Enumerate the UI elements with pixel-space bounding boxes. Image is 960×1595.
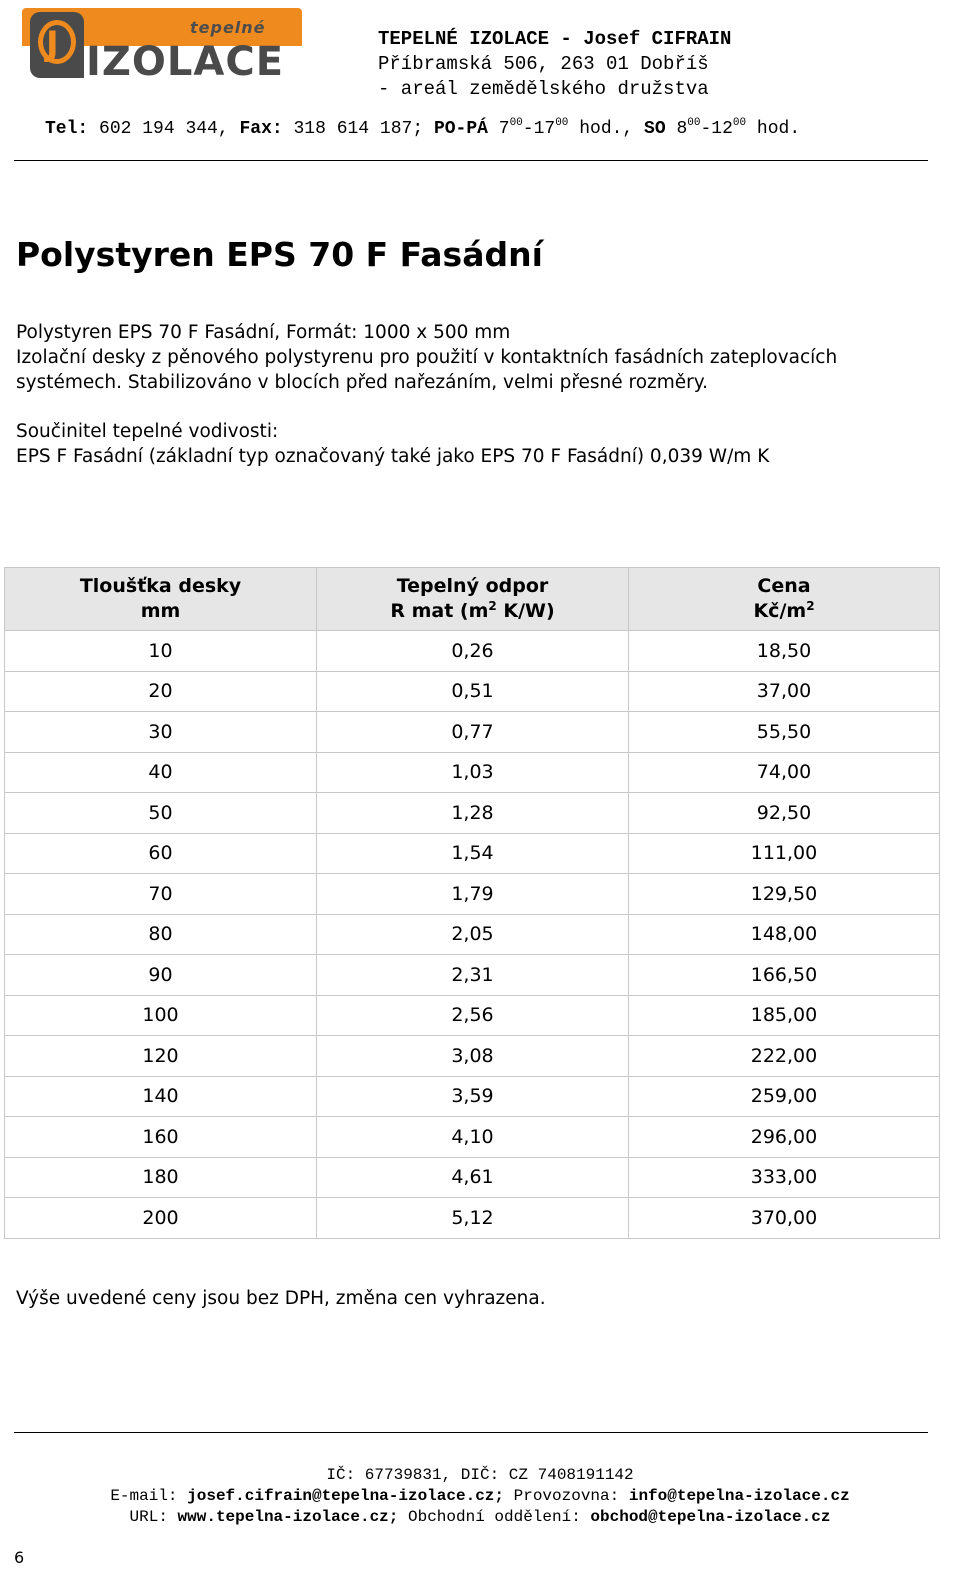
cell-price: 18,50 — [629, 631, 940, 672]
popa-from-minute: 00 — [509, 117, 523, 129]
table-row — [5, 955, 940, 996]
footer-obchod-link[interactable]: obchod@tepelna-izolace.cz — [590, 1508, 831, 1526]
hod-label-2: hod. — [756, 119, 801, 139]
cell-thickness: 30 — [5, 712, 317, 753]
table-row — [5, 712, 940, 753]
table-body — [5, 631, 940, 1239]
footer-email-label: E-mail: — [110, 1487, 178, 1505]
cell-resistance: 0,26 — [317, 631, 629, 672]
cell-resistance: 0,51 — [317, 671, 629, 712]
cell-resistance: 2,56 — [317, 995, 629, 1036]
page-title: Polystyren EPS 70 F Fasádní — [16, 235, 543, 274]
footer-url-label: URL: — [129, 1508, 168, 1526]
conductivity-value: EPS F Fasádní (základní typ označovaný také jako EPS 70 F Fasádní) 0,039 W/m K — [16, 446, 770, 467]
header-address: Příbramská 506, 263 01 Dobříš — [378, 53, 709, 75]
footer-divider — [14, 1432, 928, 1433]
logo-big-text: IZOLACE — [86, 39, 285, 85]
cell-price: 55,50 — [629, 712, 940, 753]
so-dash: - — [700, 119, 712, 139]
cell-price: 166,50 — [629, 955, 940, 996]
cell-thickness: 80 — [5, 914, 317, 955]
cell-price: 37,00 — [629, 671, 940, 712]
popa-dash: - — [522, 119, 534, 139]
cell-price: 296,00 — [629, 1117, 940, 1158]
price-note: Výše uvedené ceny jsou bez DPH, změna cen vyhrazena. — [16, 1288, 546, 1309]
table-row — [5, 1076, 940, 1117]
description-line-1: Polystyren EPS 70 F Fasádní, Formát: 1000 x 500 mm — [16, 322, 511, 343]
cell-resistance: 2,31 — [317, 955, 629, 996]
table-row — [5, 1157, 940, 1198]
header-price-label: Cena — [757, 575, 811, 597]
table-row — [5, 671, 940, 712]
header-resistance-unit-post: K/W) — [496, 600, 555, 622]
header-divider — [14, 160, 928, 161]
description-line-3: systémech. Stabilizováno v blocích před nařezáním, velmi přesné rozměry. — [16, 372, 708, 393]
cell-resistance: 3,59 — [317, 1076, 629, 1117]
header-price-unit-sup: 2 — [806, 599, 815, 613]
table-row — [5, 914, 940, 955]
so-label: SO — [644, 119, 666, 139]
so-from-minute: 00 — [687, 117, 701, 129]
so-from-hour: 8 — [676, 119, 688, 139]
popa-label: PO-PÁ — [433, 119, 488, 139]
header-thickness-unit: mm — [140, 600, 181, 622]
footer-url-line — [0, 1507, 960, 1528]
cell-thickness: 200 — [5, 1198, 317, 1239]
footer-ids: IČ: 67739831, DIČ: CZ 7408191142 — [326, 1466, 634, 1484]
cell-price: 259,00 — [629, 1076, 940, 1117]
cell-thickness: 90 — [5, 955, 317, 996]
company-logo — [22, 8, 302, 85]
cell-price: 148,00 — [629, 914, 940, 955]
cell-resistance: 1,28 — [317, 793, 629, 834]
cell-thickness: 180 — [5, 1157, 317, 1198]
table-row — [5, 793, 940, 834]
header-resistance — [317, 568, 629, 631]
logo-small-text: tepelné — [190, 18, 266, 37]
cell-thickness: 10 — [5, 631, 317, 672]
table-row — [5, 833, 940, 874]
cell-resistance: 2,05 — [317, 914, 629, 955]
popa-to-hour: 17 — [533, 119, 556, 139]
table-row — [5, 995, 940, 1036]
footer-email-line — [0, 1486, 960, 1507]
cell-resistance: 4,10 — [317, 1117, 629, 1158]
cell-resistance: 1,03 — [317, 752, 629, 793]
so-to-hour: 12 — [711, 119, 733, 139]
cell-thickness: 160 — [5, 1117, 317, 1158]
popa-from-hour: 7 — [498, 119, 510, 139]
cell-thickness: 70 — [5, 874, 317, 915]
hod-label-1: hod., — [579, 119, 634, 139]
cell-resistance: 4,61 — [317, 1157, 629, 1198]
table-row — [5, 1117, 940, 1158]
cell-price: 370,00 — [629, 1198, 940, 1239]
cell-resistance: 3,08 — [317, 1036, 629, 1077]
cell-price: 333,00 — [629, 1157, 940, 1198]
description-line-2: Izolační desky z pěnového polystyrenu pro použití v kontaktních fasádních zateplovacích — [16, 347, 838, 368]
header-resistance-label: Tepelný odpor — [396, 575, 549, 597]
cell-resistance: 5,12 — [317, 1198, 629, 1239]
price-table — [4, 567, 940, 1239]
table-row — [5, 631, 940, 672]
table-header-row — [5, 568, 940, 631]
header-resistance-unit — [390, 600, 554, 622]
tel-number: 602 194 344, — [99, 119, 229, 139]
so-hours — [676, 119, 746, 139]
cell-thickness: 40 — [5, 752, 317, 793]
header-resistance-unit-pre: R mat (m — [390, 600, 489, 622]
cell-thickness: 120 — [5, 1036, 317, 1077]
tel-label: Tel: — [45, 119, 89, 139]
header-thickness-label: Tloušťka desky — [79, 575, 242, 597]
cell-price: 111,00 — [629, 833, 940, 874]
cell-price: 92,50 — [629, 793, 940, 834]
footer-obchod-label: Obchodní oddělení: — [407, 1508, 581, 1526]
cell-thickness: 100 — [5, 995, 317, 1036]
cell-thickness: 20 — [5, 671, 317, 712]
header-price-unit — [753, 600, 814, 622]
cell-resistance: 1,54 — [317, 833, 629, 874]
table-row — [5, 1036, 940, 1077]
cell-thickness: 50 — [5, 793, 317, 834]
cell-price: 222,00 — [629, 1036, 940, 1077]
cell-resistance: 1,79 — [317, 874, 629, 915]
fax-label: Fax: — [239, 119, 283, 139]
footer-provoz-label: Provozovna: — [513, 1487, 620, 1505]
header-price-unit-pre: Kč/m — [753, 600, 807, 622]
cell-price: 129,50 — [629, 874, 940, 915]
footer-email-link[interactable]: josef.cifrain@tepelna-izolace.cz; — [187, 1487, 504, 1505]
table-row — [5, 752, 940, 793]
conductivity-label: Součinitel tepelné vodivosti: — [16, 421, 279, 442]
logo-letter: J — [46, 24, 59, 64]
contact-line — [45, 117, 800, 141]
header-company-name: TEPELNÉ IZOLACE - Josef CIFRAIN — [378, 28, 732, 50]
popa-to-minute: 00 — [555, 117, 569, 129]
page-number: 6 — [14, 1548, 25, 1567]
logo-badge-icon — [30, 12, 84, 78]
popa-hours — [499, 119, 569, 139]
cell-thickness: 60 — [5, 833, 317, 874]
table-row — [5, 874, 940, 915]
table-row — [5, 1198, 940, 1239]
header-price — [629, 568, 940, 631]
footer-url-link[interactable]: www.tepelna-izolace.cz; — [177, 1508, 399, 1526]
cell-price: 74,00 — [629, 752, 940, 793]
cell-price: 185,00 — [629, 995, 940, 1036]
cell-resistance: 0,77 — [317, 712, 629, 753]
cell-thickness: 140 — [5, 1076, 317, 1117]
header-resistance-unit-sup: 2 — [488, 599, 497, 613]
header-thickness — [5, 568, 317, 631]
so-to-minute: 00 — [732, 117, 747, 129]
fax-number: 318 614 187; — [293, 119, 424, 139]
footer-provoz-link[interactable]: info@tepelna-izolace.cz — [628, 1487, 850, 1505]
header-address-note: - areál zemědělského družstva — [378, 78, 709, 100]
